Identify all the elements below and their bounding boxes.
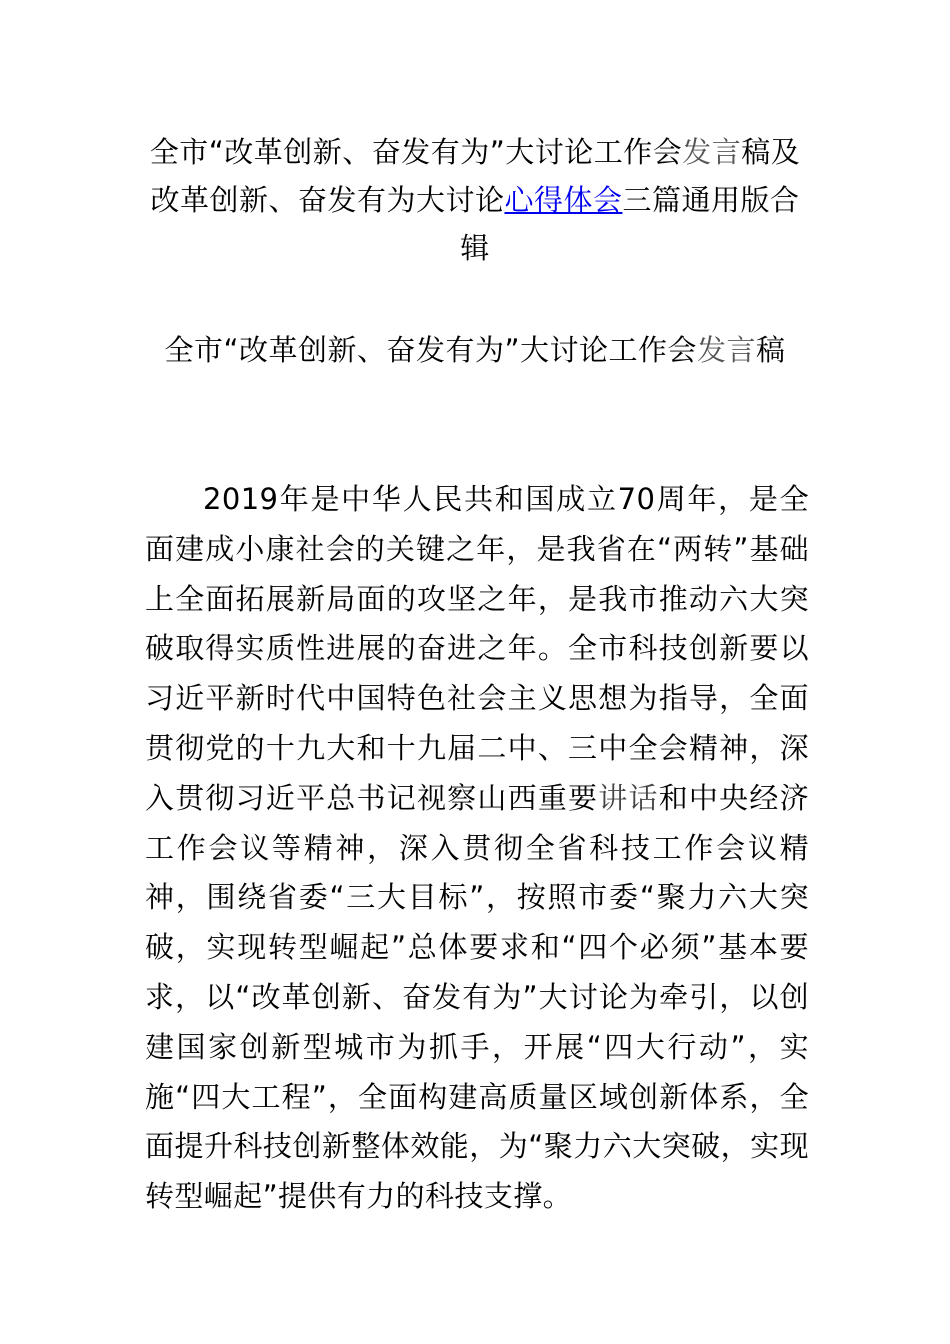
document-title: [140, 128, 810, 272]
body-text-1: 2019年是中华人民共和国成立70周年，是全面建成小康社会的关键之年，是我省在“两转”基础上全面拓展新局面的攻坚之年，是我市推动六大突破取得实质性进展的奋进之年。全市科技创新要以习近平新时代中国特色社会主义思想为指导，全面贯彻党的十九大和十九届二中、三中全会精神，深入贯彻习近平总书记视察山西重要: [145, 482, 809, 815]
title-text-2: 发言: [682, 135, 742, 169]
heading-text-1: 全市“改革创新、奋发有为”大讨论工作会: [164, 333, 698, 367]
body-paragraph: [145, 475, 809, 1222]
body-text-3: 和中央经济工作会议等精神，深入贯彻全省科技工作会议精神，围绕省委“三大目标”，按照市委“聚力六大突破，实现转型崛起”总体要求和“四个必须”基本要求，以“改革创新、奋发有为”大讨论为牵引，以创建国家创新型城市为抓手，开展“四大行动”，实施“四大工程”，全面构建高质量区域创新体系，全面提升科技创新整体效能，为“聚力六大突破，实现转型崛起”提供有力的科技支撑。: [145, 780, 809, 1214]
body-text-2: 讲话: [598, 780, 659, 815]
title-link[interactable]: 心得体会: [504, 183, 623, 217]
title-text-1: 全市“改革创新、奋发有为”大讨论工作会: [149, 135, 683, 169]
title-text-3: 稿及改革创新、奋发有为大讨论: [150, 135, 801, 217]
title-text-4: 三篇通用版合辑: [460, 183, 800, 265]
section-heading: [140, 326, 810, 374]
heading-text-3: 稿: [756, 333, 786, 367]
heading-text-2: 发言: [697, 333, 757, 367]
